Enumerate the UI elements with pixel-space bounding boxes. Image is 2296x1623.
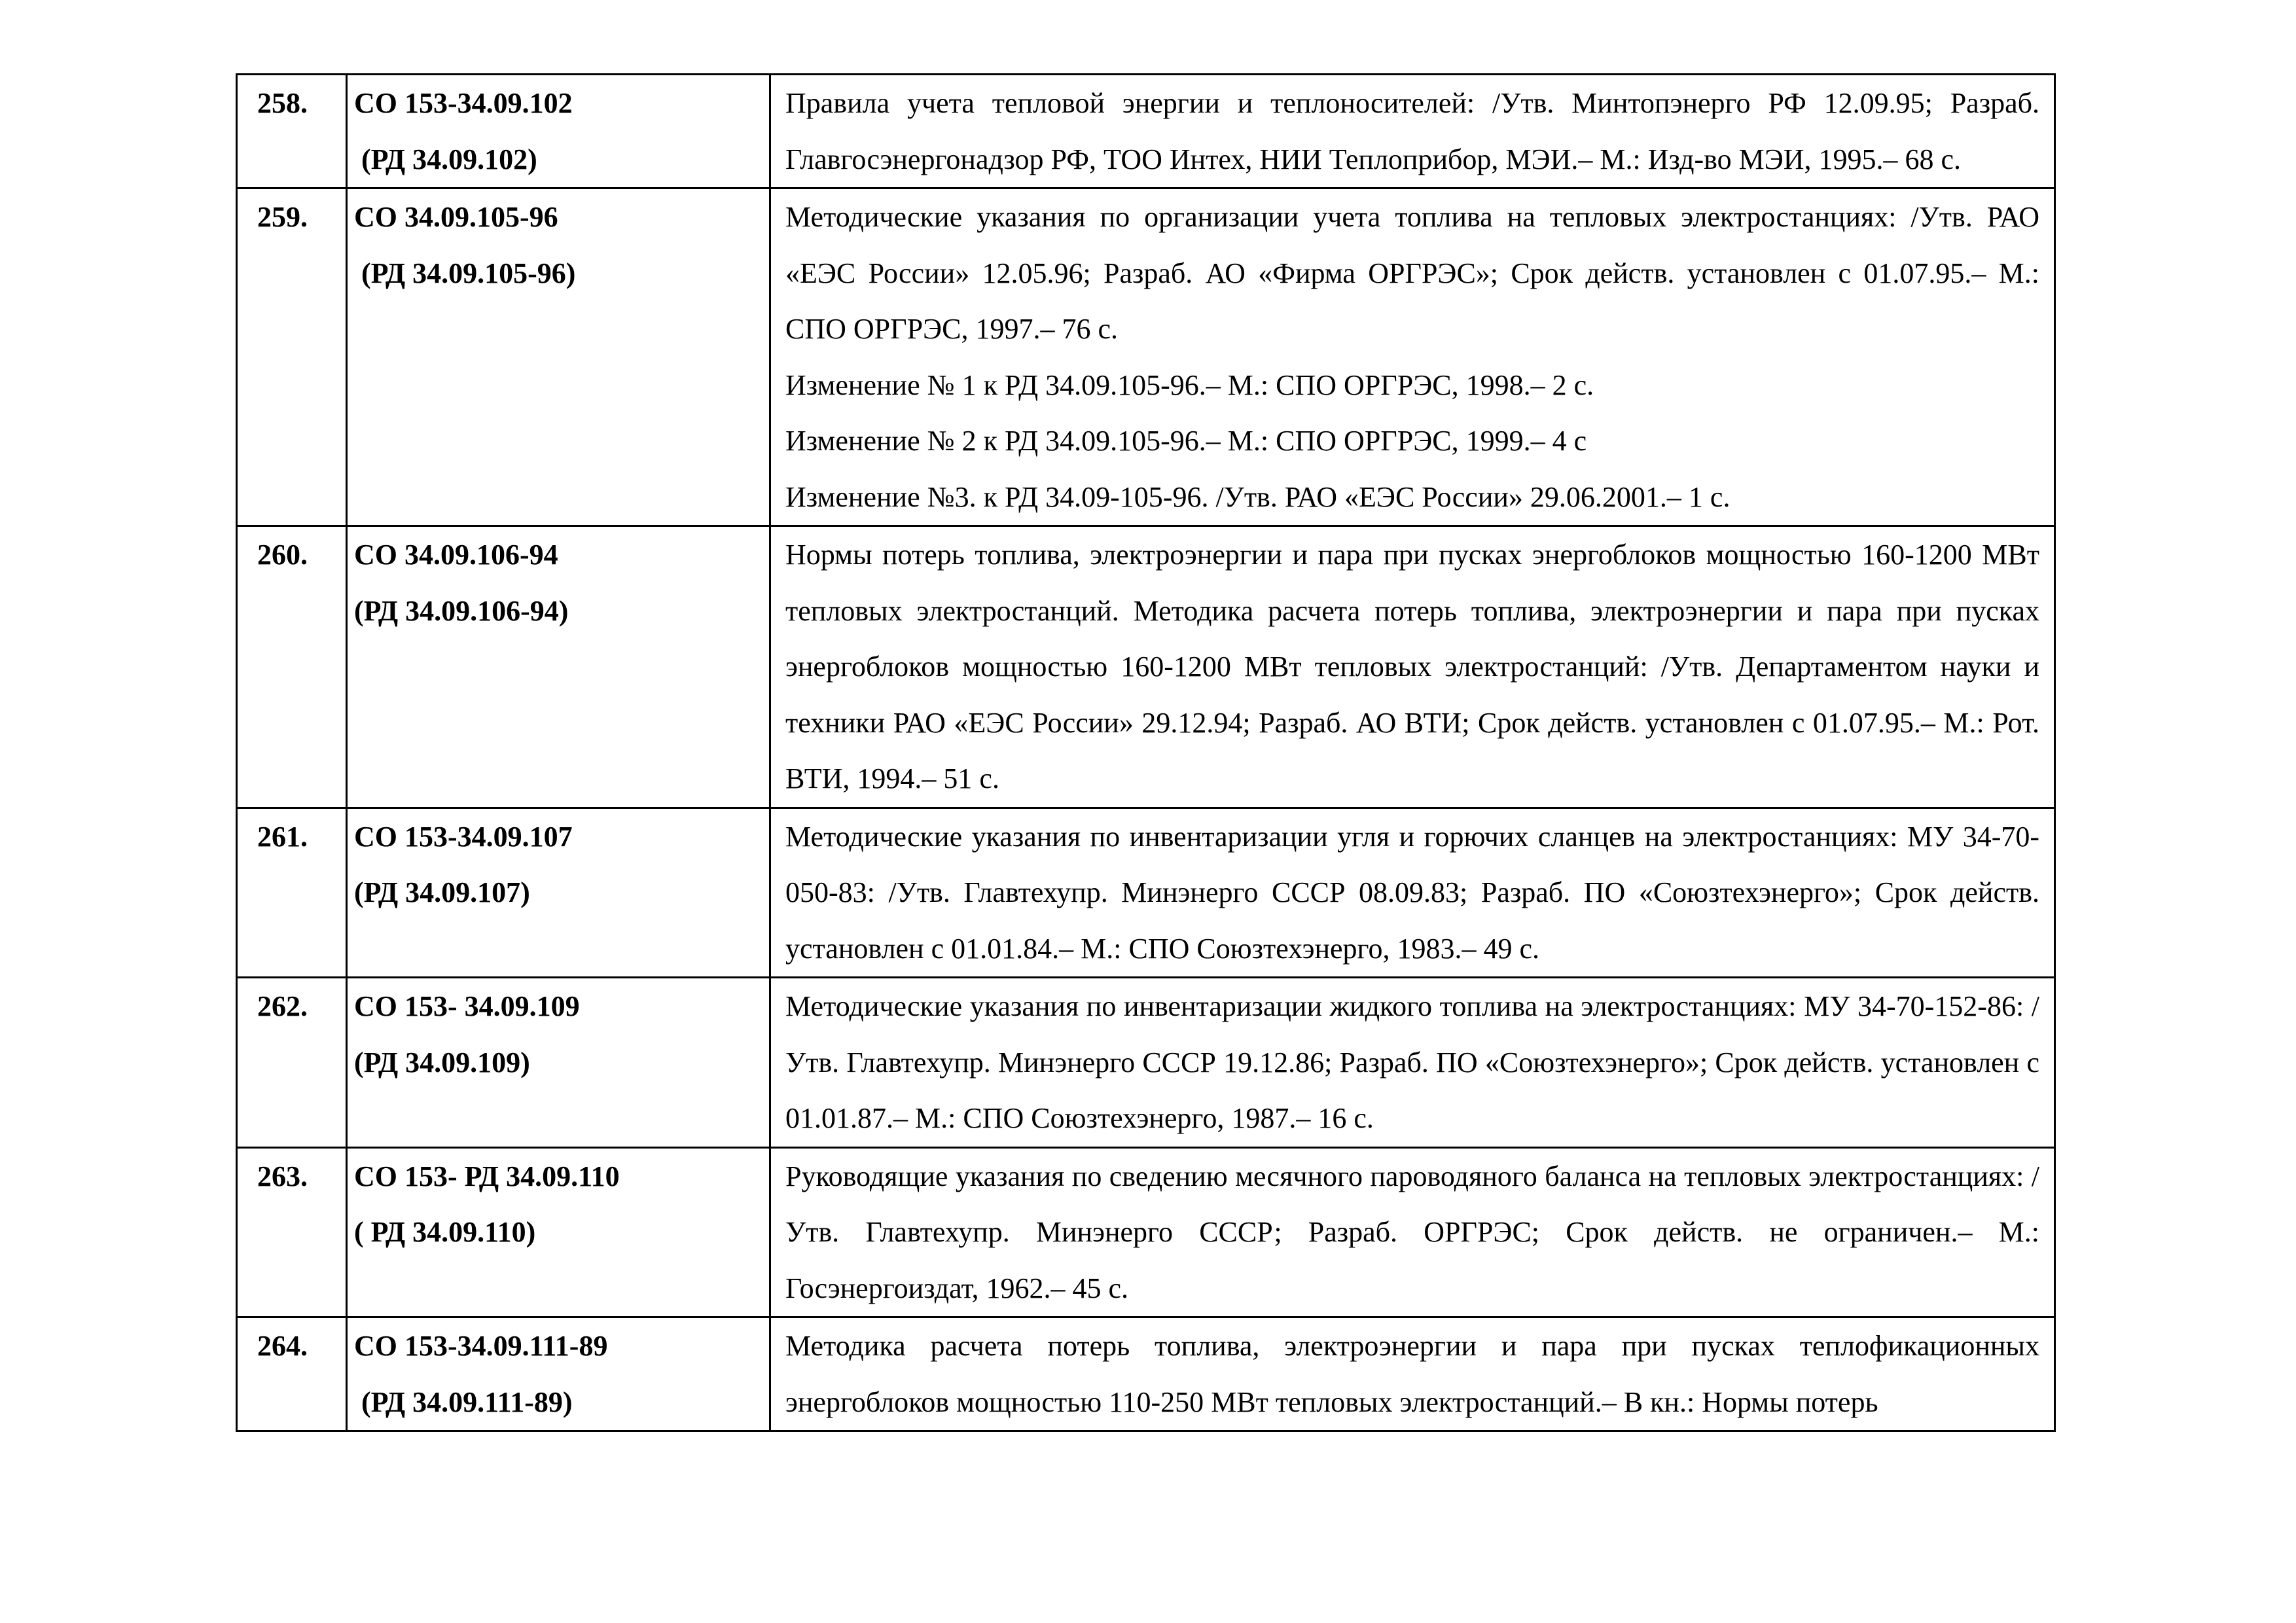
document-code-alt: (РД 34.09.111-89) <box>354 1385 573 1418</box>
document-code-alt: (РД 34.09.109) <box>354 1046 530 1079</box>
document-description <box>770 1147 2055 1317</box>
row-number: 258. <box>237 75 347 188</box>
description-paragraph: Изменение № 2 к РД 34.09.105-96.– М.: СПО ОРГРЭС, 1999.– 4 с <box>785 425 1587 457</box>
document-code-alt: (РД 34.09.102) <box>354 143 537 175</box>
document-code-cell <box>347 1147 770 1317</box>
document-description <box>770 1317 2055 1431</box>
document-description <box>770 808 2055 978</box>
row-number: 263. <box>237 1147 347 1317</box>
description-paragraph: Методические указания по инвентаризации жидкого топлива на электростанциях: МУ 34-70-152-86: /Утв. Главтехупр. Минэнерго СССР 19.12.86; Разраб. ПО «Союзтехэнерго»; Срок действ. установлен с 01.01.87.– М.: СПО Союзтехэнерго, 1987.– 16 с. <box>785 990 2039 1134</box>
table-row <box>237 1317 2055 1431</box>
row-number: 262. <box>237 978 347 1148</box>
document-code-alt: (РД 34.09.107) <box>354 876 530 908</box>
description-paragraph: Методика расчета потерь топлива, электроэнергии и пара при пусках теплофикационных энергоблоков мощностью 110-250 МВт тепловых электростанций.– В кн.: Нормы потерь <box>785 1330 2039 1418</box>
document-code-cell <box>347 808 770 978</box>
document-description <box>770 188 2055 526</box>
document-code-cell <box>347 188 770 526</box>
description-paragraph: Правила учета тепловой энергии и теплоносителей: /Утв. Минтопэнерго РФ 12.09.95; Разраб. Главгосэнергонадзор РФ, ТОО Интех, НИИ Теплоприбор, МЭИ.– М.: Изд-во МЭИ, 1995.– 68 с. <box>785 87 2039 175</box>
table-row <box>237 808 2055 978</box>
document-code-alt: ( РД 34.09.110) <box>354 1216 536 1248</box>
description-paragraph: Руководящие указания по сведению месячного пароводяного баланса на тепловых электростанциях: /Утв. Главтехупр. Минэнерго СССР; Разраб. ОРГРЭС; Срок действ. не ограничен.– М.: Госэнергоиздат, 1962.– 45 с. <box>785 1160 2039 1304</box>
document-code: СО 34.09.106-94 <box>354 539 558 571</box>
document-code: СО 153-34.09.107 <box>354 820 573 853</box>
document-description <box>770 75 2055 188</box>
document-code: СО 153-34.09.111-89 <box>354 1330 608 1362</box>
table-row <box>237 1147 2055 1317</box>
document-code: СО 153- 34.09.109 <box>354 990 580 1022</box>
document-description <box>770 978 2055 1148</box>
document-code-cell <box>347 75 770 188</box>
table-row <box>237 188 2055 526</box>
document-code: СО 34.09.105-96 <box>354 201 558 233</box>
table-body <box>237 75 2055 1431</box>
document-code-cell <box>347 1317 770 1431</box>
document-code-alt: (РД 34.09.105-96) <box>354 257 576 289</box>
row-number: 264. <box>237 1317 347 1431</box>
document-code-alt: (РД 34.09.106-94) <box>354 594 569 627</box>
description-paragraph: Нормы потерь топлива, электроэнергии и пара при пусках энергоблоков мощностью 160-1200 МВт тепловых электростанций. Методика расчета потерь топлива, электроэнергии и пара при пусках энергоблоков мощностью 160-1200 МВт тепловых электростанций: /Утв. Департаментом науки и техники РАО «ЕЭС России» 29.12.94; Разраб. АО ВТИ; Срок действ. установлен с 01.07.95.– М.: Рот. ВТИ, 1994.– 51 с. <box>785 539 2039 794</box>
table-row <box>237 526 2055 808</box>
description-paragraph: Методические указания по инвентаризации угля и горючих сланцев на электростанциях: МУ 34-70-050-83: /Утв. Главтехупр. Минэнерго СССР 08.09.83; Разраб. ПО «Союзтехэнерго»; Срок действ. установлен с 01.01.84.– М.: СПО Союзтехэнерго, 1983.– 49 с. <box>785 820 2039 965</box>
description-paragraph: Методические указания по организации учета топлива на тепловых электростанциях: /Утв. РАО «ЕЭС России» 12.05.96; Разраб. АО «Фирма ОРГРЭС»; Срок действ. установлен с 01.07.95.– М.: СПО ОРГРЭС, 1997.– 76 с. <box>785 201 2039 345</box>
table-row <box>237 75 2055 188</box>
standards-table <box>236 73 2056 1432</box>
row-number: 261. <box>237 808 347 978</box>
document-code-cell <box>347 526 770 808</box>
description-paragraph: Изменение № 1 к РД 34.09.105-96.– М.: СПО ОРГРЭС, 1998.– 2 с. <box>785 368 1594 401</box>
document-code: СО 153- РД 34.09.110 <box>354 1160 620 1192</box>
table-row <box>237 978 2055 1148</box>
document-code: СО 153-34.09.102 <box>354 87 573 119</box>
row-number: 260. <box>237 526 347 808</box>
row-number: 259. <box>237 188 347 526</box>
document-description <box>770 526 2055 808</box>
document-code-cell <box>347 978 770 1148</box>
description-paragraph: Изменение №3. к РД 34.09-105-96. /Утв. РАО «ЕЭС России» 29.06.2001.– 1 с. <box>785 480 1731 513</box>
